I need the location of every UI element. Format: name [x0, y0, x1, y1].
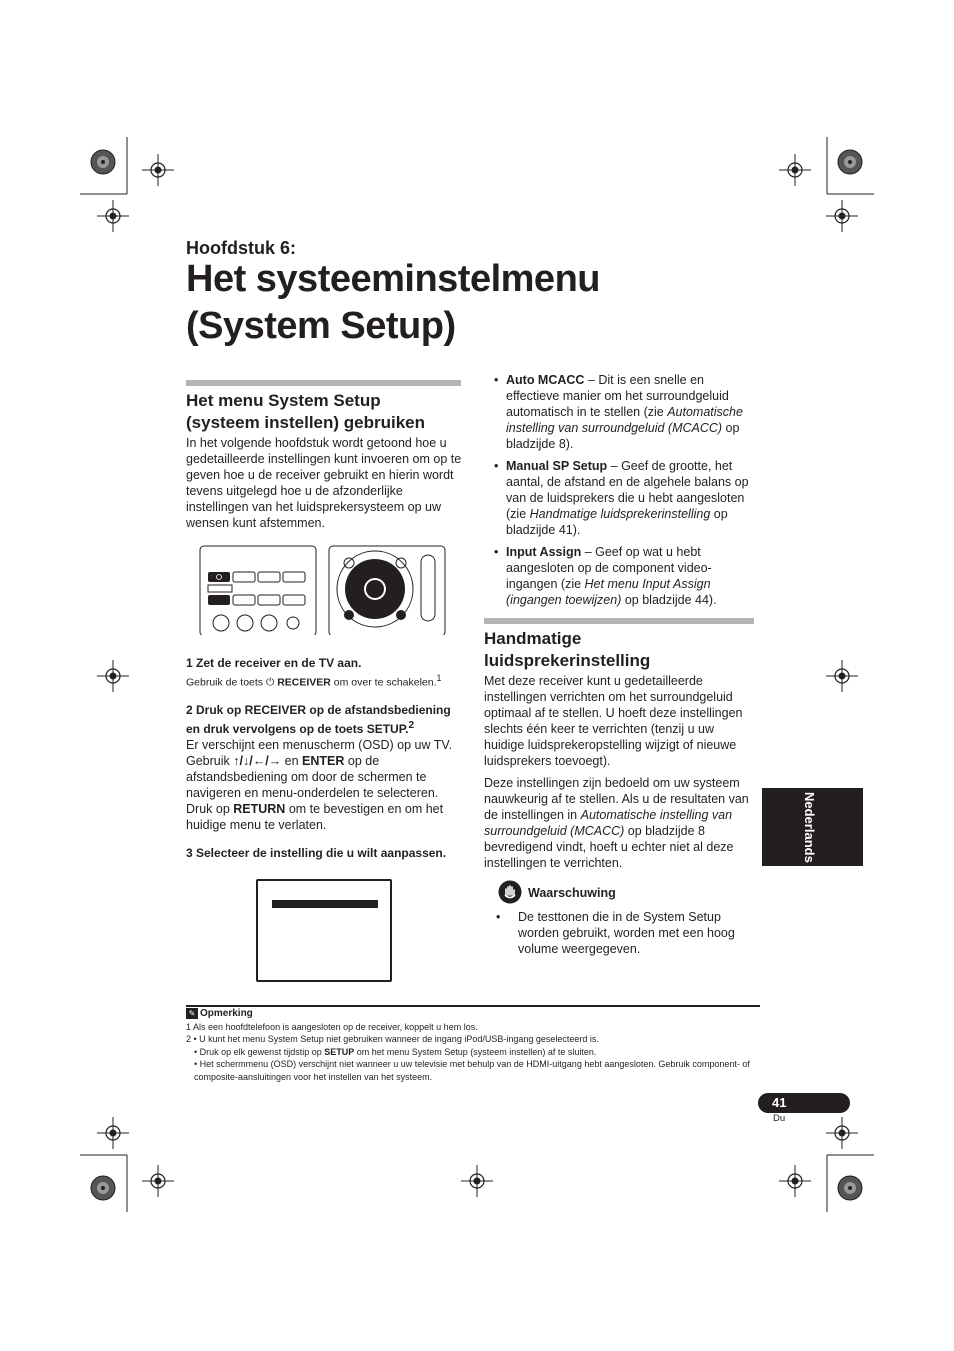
- warning-title: Waarschuwing: [528, 886, 616, 900]
- section-intro: In het volgende hoofdstuk wordt getoond hoe u gedetailleerde instellingen kunt invoeren om op te geven hoe u de receiver gebruikt en hierin wordt tevens uitgelegd hoe u de afzonderlijke instellingen van het luidsprekersysteem op uw wensen kunt afstemmen.: [186, 436, 462, 530]
- page-title-line2: (System Setup): [186, 305, 456, 347]
- page-number-badge: 41: [758, 1093, 850, 1113]
- power-icon: ⏻: [265, 676, 275, 689]
- list-item: • De testtonen die in de System Setup worden gebruikt, worden met een hoog volume weergegeven.: [496, 910, 735, 956]
- footnote-rule: [186, 1005, 760, 1007]
- language-tab: Nederlands: [762, 788, 863, 866]
- footnotes: ✎ Opmerking 1 Als een hoofdtelefoon is aangesloten op de receiver, koppelt u hem los. 2 • U kunt het menu System Setup niet gebruiken wanneer de ingang iPod/USB-ingang geselecteerd is. • Druk op elk gewenst tijdstip op SETUP om het menu System Setup (systeem instellen) af te sluiten. • Het schermmenu (OSD) verschijnt niet wanneer u uw televisie met behulp van de HDMI-uitgang hebt aangesloten. Gebruik component- of composite-aansluitingen voor het instellen van het systeem.: [186, 1008, 750, 1082]
- page-language-code: Du: [773, 1113, 786, 1124]
- section-heading-system-setup: Het menu System Setup (systeem instellen) gebruiken: [186, 391, 426, 432]
- chapter-label: Hoofdstuk 6:: [186, 238, 296, 258]
- osd-screen-illustration: [256, 879, 392, 982]
- list-item: • Manual SP Setup – Geef de grootte, het aantal, de afstand en de algehele balans op van de luidsprekers die u hebt aangesloten (zie Handmatige luidsprekerinstelling op bladzijde 41).: [494, 459, 749, 537]
- page-title-line1: Het systeeminstelmenu: [186, 258, 600, 300]
- section-heading-manual-speaker: Handmatige luidsprekerinstelling: [484, 629, 651, 670]
- step-1-note: Gebruik de toets ⏻ RECEIVER om over te schakelen.$^1$: [186, 673, 442, 689]
- remote-control-illustration: [199, 543, 449, 635]
- menu-options-list: [486, 372, 756, 614]
- osd-highlight-bar: [272, 900, 378, 908]
- note-pencil-icon: ✎: [186, 1008, 198, 1019]
- steps-column: [186, 655, 462, 867]
- section2-text: Met deze receiver kunt u gedetailleerde instellingen verrichten om het surroundgeluid optimaal af te stellen. U hoeft deze instellingen slechts één keer te verrichten (tenzij u uw huidige luidsprekeropstelling wijzigt of nieuwe luidsprekers toevoegt). Deze instellingen zijn bedoeld om uw systeem nauwkeurig af te stellen. Als u de resultaten van de instellingen in Automatische instelling van surroundgeluid (MCACC) op bladzijde 8 bevredigend vindt, hoeft u echter niet al deze instellingen te verrichten.: [484, 674, 749, 870]
- step-3-title: 3 Selecteer de instelling die u wilt aanpassen.: [186, 845, 447, 860]
- list-item: • Auto MCACC – Dit is een snelle en effectieve manier om het surroundgeluid automatisch in te stellen (zie Automatische instelling van surroundgeluid (MCACC) op bladzijde 8).: [494, 373, 743, 451]
- arrow-keys: ↑/↓/←/→: [233, 753, 282, 768]
- section-divider: [186, 380, 461, 386]
- list-item: • Input Assign – Geef op wat u hebt aangesloten op de component video-ingangen (zie Het menu Input Assign (ingangen toewijzen) op bladzijde 44).: [494, 545, 717, 607]
- page-title: [186, 256, 786, 350]
- step-2-text: Er verschijnt een menuscherm (OSD) op uw TV. Gebruik ↑/↓/←/→ en ENTER op de afstandsbediening om door de schermen te navigeren en menu-onderdelen te selecteren. Druk op RETURN om te bevestigen en om het huidige menu te verlaten.: [186, 737, 453, 832]
- step-2-title: 2 Druk op RECEIVER op de afstandsbediening en druk vervolgens op de toets SETUP.$^2$: [186, 702, 451, 736]
- section-divider: [484, 618, 754, 624]
- warning-hand-icon: [498, 880, 522, 904]
- step-1-title: 1 Zet de receiver en de TV aan.: [186, 656, 362, 670]
